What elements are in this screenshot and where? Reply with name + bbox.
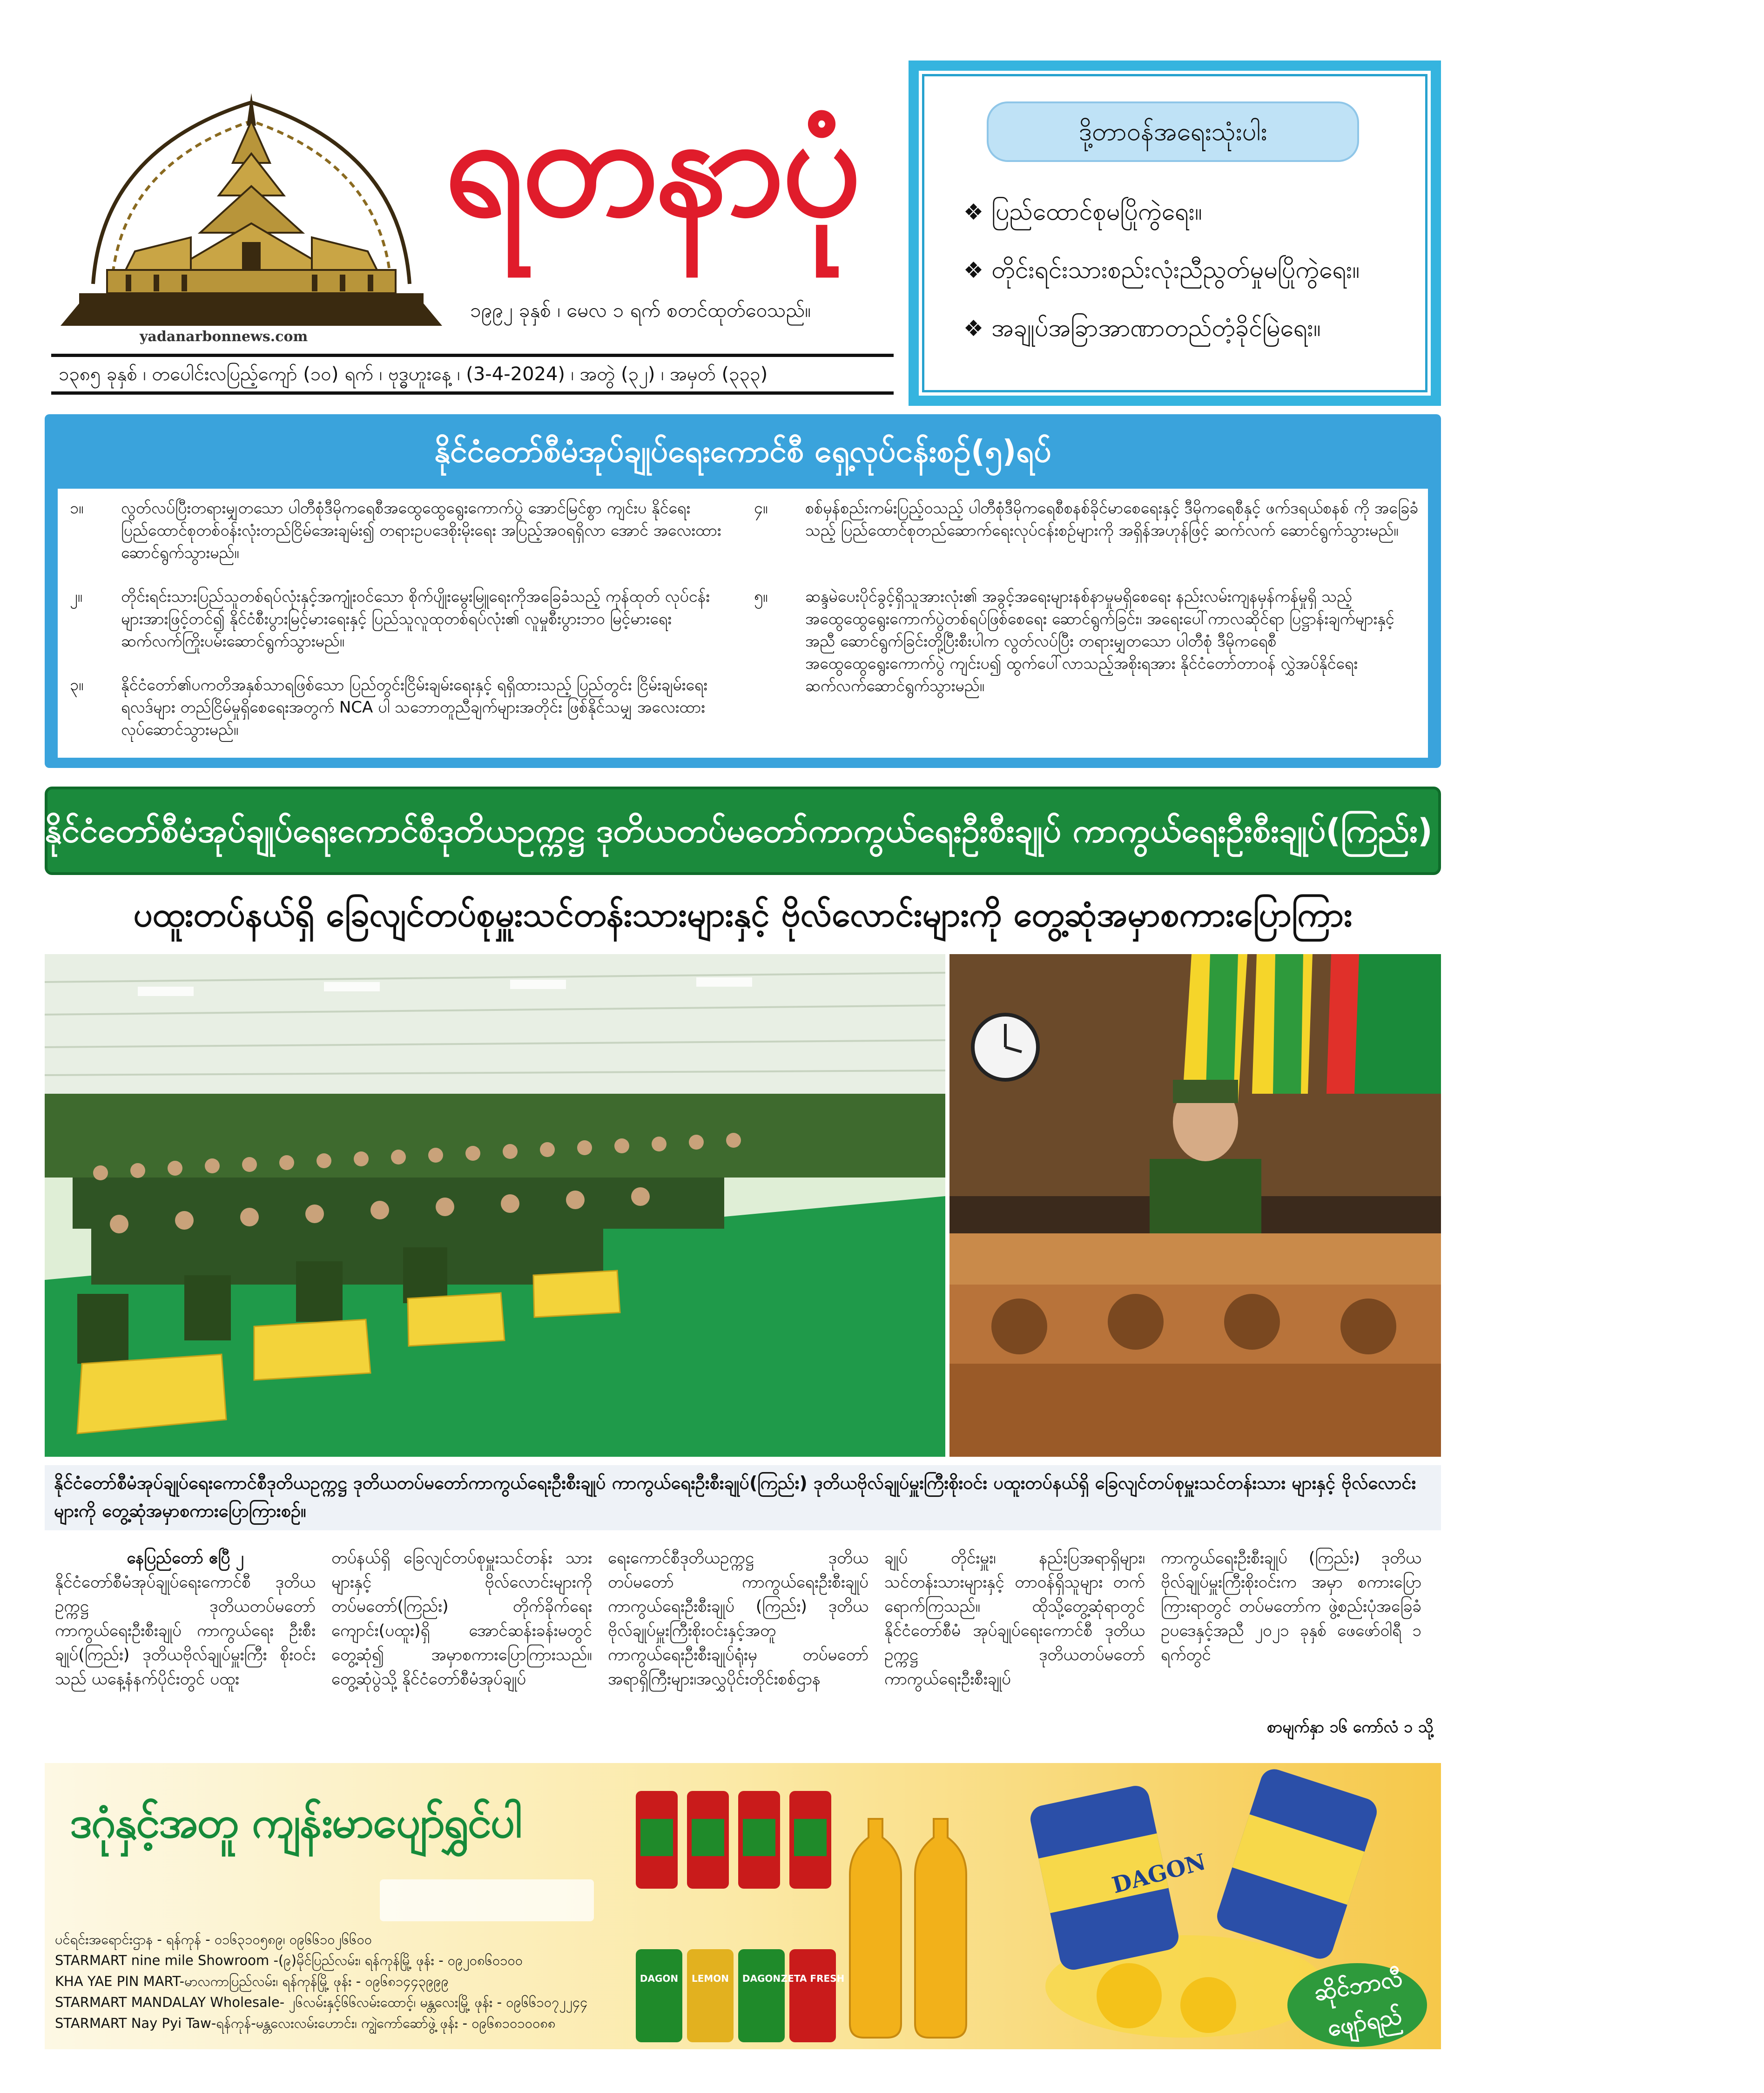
diamond-bullet-icon: ❖ [963, 199, 984, 225]
speaker-podium-photo [949, 954, 1441, 1457]
ad-contact-line: STARMART MANDALAY Wholesale- ၂၆လမ်းနှင့်၆၆လမ်းထောင့်၊ မန္တလေးမြို့ ဖုန်း - ၀၉၆၆၁၀၇၂၂၄၄ [55, 1994, 588, 2010]
founded-line: ၁၉၉၂ ခုနှစ် ၊ မေလ ၁ ရက် စတင်ထုတ်ဝေသည်။ [470, 299, 811, 322]
notice-item [754, 586, 1420, 748]
ad-contact-line: STARMART nine mile Showroom -(၉)မိုင်ပြည်လမ်း၊ ရန်ကုန်မြို့ ဖုန်း - ၀၉၂၀၈၆၀၁၀၀ [55, 1952, 523, 1968]
ad-can-label: LEMON [691, 1973, 729, 1984]
dateline: ၁၃၈၅ ခုနှစ် ၊ တပေါင်းလပြည့်ကျော် (၁၀) ရက် ၊ ဗုဒ္ဓဟူးနေ့ ၊ (3-4-2024) ၊ အတွဲ (၃၂) ၊ အမှတ် (၃၃၃) [51, 354, 894, 395]
notice-item-number: ၄။ [754, 499, 768, 518]
assembly-hall-photo [45, 954, 945, 1457]
ad-brand: DAGON [1109, 1849, 1209, 1899]
notice-item-text: တိုင်းရင်းသားပြည်သူတစ်ရပ်လုံးနှင့်အကျုံးဝင်သော စိုက်ပျိုးမွေးမြူရေးကိုအခြေခံသည့် ကုန်ထုတ် လုပ်ငန်းများအားဖြင့်တင်၍ နိုင်ငံစီးပွားမြင့်မားရေးနှင့် ပြည်သူလူထုတစ်ရပ်လုံး၏ လူမှုစီးပွားဘဝ မြင့်မားရေး ဆက်လက်ကြိုးပမ်းဆောင်ရွက်သွားမည်။ [121, 587, 710, 651]
notice-item-text: လွတ်လပ်ပြီးတရားမျှတသော ပါတီစုံဒီမိုကရေစီအထွေထွေရွေးကောက်ပွဲ အောင်မြင်စွာ ကျင်းပ နိုင်ရေး ပြည်ထောင်စုတစ်ဝန်းလုံးတည်ငြိမ်အေးချမ်း၍ တရားဥပဒေစိုးမိုးရေး အပြည့်အဝရရှိလာ အောင် အလေးထားဆောင်ရွက်သွားမည်။ [121, 499, 721, 562]
slogan-text: ပြည်ထောင်စုမပြိုကွဲရေး။ [991, 198, 1202, 226]
article-column [608, 1546, 869, 1742]
notice-item [70, 497, 731, 567]
notice-item-number: ၅။ [754, 587, 768, 606]
site-url: yadanarbonnews.com [140, 329, 308, 345]
ad-can-label: DAGON [640, 1973, 679, 1984]
notice-item-number: ၃။ [70, 676, 84, 694]
ad-badge: ဆိုင်ဘာလီ ဖျော်ရည် [1312, 1964, 1405, 2042]
notice-item-number: ၂။ [70, 587, 82, 606]
notice-title: နိုင်ငံတော်စီမံအုပ်ချုပ်ရေးကောင်စီ ရှေ့လုပ်ငန်းစဉ်(၅)ရပ် [434, 433, 1051, 469]
slogan-text: တိုင်းရင်းသားစည်းလုံးညီညွတ်မှုမပြိုကွဲရေး။ [991, 256, 1360, 284]
article-text: ကာကွယ်ရေးဦးစီးချုပ် (ကြည်း) ဒုတိယဗိုလ်ချုပ်မှူးကြီးစိုးဝင်းက အမှာ စကားပြောကြားရာတွင် တပ်မတော်က ဖွဲ့စည်းပုံအခြေခံဥပဒေနှင့်အညီ ၂၀၂၁ ခုနှစ် ဖေဖော်ဝါရီ ၁ ရက်တွင် [1161, 1549, 1421, 1664]
article-column [55, 1546, 316, 1742]
ad-contact-line: KHA YAE PIN MART-မာလကာပြည်လမ်း၊ ရန်ကုန်မြို့ ဖုန်း - ၀၉၆၈၁၄၄၃၉၉၉ [55, 1973, 449, 1989]
slogan-item [963, 242, 1420, 298]
article-text: ချုပ် တိုင်းမှူး၊ နည်းပြအရာရှိများ၊ သင်တန်းသားများနှင့် တာဝန်ရှိသူများ တက်ရောက်ကြသည်။ ထိုသို့တွေ့ဆုံရာတွင် နိုင်ငံတော်စီမံ အုပ်ချုပ်ရေးကောင်စီ ဒုတိယဥက္ကဋ္ဌ ဒုတိယတပ်မတော်ကာကွယ်ရေးဦးစီးချုပ် [884, 1549, 1145, 1689]
sub-headline: ပထူးတပ်နယ်ရှိ ခြေလျင်တပ်စုမှူးသင်တန်းသားများနှင့် ဗိုလ်လောင်းများကို တွေ့ဆုံအမှာစကားပြောကြား [133, 895, 1353, 934]
photo-caption: နိုင်ငံတော်စီမံအုပ်ချုပ်ရေးကောင်စီဒုတိယဥက္ကဋ္ဌ ဒုတိယတပ်မတော်ကာကွယ်ရေးဦးစီးချုပ် ကာကွယ်ရေးဦးစီးချုပ်(ကြည်း) ဒုတိယဗိုလ်ချုပ်မှူးကြီးစိုးဝင်း ပထူးတပ်နယ်ရှိ ခြေလျင်တပ်စုမှူးသင်တန်းသား များနှင့် ဗိုလ်လောင်းများကို တွေ့ဆုံအမှာစကားပြောကြားစဉ်။ [45, 1465, 1441, 1530]
article-byline: နေပြည်တော် ဧပြီ ၂ [127, 1549, 244, 1568]
continued-note: စာမျက်နှာ ၁၆ ကော်လံ ၁ သို့ [1267, 1718, 1434, 1736]
article-text: တပ်နယ်ရှိ ခြေလျင်တပ်စုမှူးသင်တန်း သားများနှင့် ဗိုလ်လောင်းများကို တပ်မတော်(ကြည်း) တိုက်ခိုက်ရေး ကျောင်း(ပထူး)ရှိ အောင်ဆန်းခန်းမတွင် တွေ့ဆုံ၍ အမှာစကားပြောကြားသည်။ တွေ့ဆုံပွဲသို့ နိုင်ငံတော်စီမံအုပ်ချုပ် [331, 1549, 592, 1689]
article-text: ရေးကောင်စီဒုတိယဥက္ကဋ္ဌ ဒုတိယ တပ်မတော် ကာကွယ်ရေးဦးစီးချုပ် ကာကွယ်ရေးဦးစီးချုပ် (ကြည်း) ဒုတိယဗိုလ်ချုပ်မှူးကြီးစိုးဝင်းနှင့်အတူ ကာကွယ်ရေးဦးစီးချုပ်ရုံးမှ တပ်မတော် အရာရှိကြီးများ၊အလွှပိုင်းတိုင်းစစ်ဌာန [608, 1549, 869, 1689]
palace-emblem [51, 84, 451, 335]
article-column [331, 1546, 592, 1742]
ad-contact-line: ပင်ရင်းအရောင်းဌာန - ရန်ကုန် - ၀၁၆၃၁၀၅၈၉၊ ၀၉၆၆၁၀၂၆၆၀၀ [55, 1931, 372, 1947]
article-column [1161, 1546, 1421, 1714]
notice-item-text: စစ်မှန်စည်းကမ်းပြည့်ဝသည့် ပါတီစုံဒီမိုကရေစီစနစ်ခိုင်မာစေရေးနှင့် ဒီမိုကရေစီနှင့် ဖက်ဒရယ်စနစ် ကို အခြေခံသည့် ပြည်ထောင်စုတည်ဆောက်ရေးလုပ်ငန်းစဉ်များကို အရှိန်အဟုန်ဖြင့် ဆက်လက် ဆောင်ရွက်သွားမည်။ [805, 499, 1419, 540]
ad-can-label: DAGON [742, 1973, 781, 1984]
notice-item [70, 674, 731, 744]
diamond-bullet-icon: ❖ [963, 316, 984, 342]
notice-item [70, 586, 731, 655]
notice-item [754, 497, 1420, 567]
slogan-item [963, 300, 1420, 356]
slogan-text: အချုပ်အခြာအာဏာတည်တံ့ခိုင်မြဲရေး။ [991, 314, 1321, 342]
slogan-item [963, 184, 1420, 240]
ad-contact-line: STARMART Nay Pyi Taw-ရန်ကုန်-မန္တလေးလမ်းဟောင်း၊ ကျွဲကော်ဆော်ဖွဲ့ ဖုန်း - ၀၉၆၈၁၀၁၀၀၈၈ [55, 2015, 556, 2031]
slogan-title: ဒို့တာဝန်အရေးသုံးပါး [987, 101, 1359, 162]
diamond-bullet-icon: ❖ [963, 257, 984, 283]
newspaper-title: ရတနာပုံ [444, 83, 859, 247]
article-column [884, 1546, 1145, 1742]
notice-item-text: ဆန္ဒမဲပေးပိုင်ခွင့်ရှိသူအားလုံး၏ အခွင့်အရေးများနစ်နာမှုမရှိစေရေး နည်းလမ်းကျနမှန်ကန်မှုရှိ သည့် အထွေထွေရွေးကောက်ပွဲတစ်ရပ်ဖြစ်စေရေး ဆောင်ရွက်ခြင်း၊ အရေးပေါ်ကာလဆိုင်ရာ ပြဋ္ဌာန်းချက်များနှင့်အညီ ဆောင်ရွက်ခြင်းတို့ပြီးစီးပါက လွတ်လပ်ပြီး တရားမျှတသော ပါတီစုံ ဒီမိုကရေစီ အထွေထွေရွေးကောက်ပွဲ ကျင်းပ၍ ထွက်ပေါ်လာသည့်အစိုးရအား နိုင်ငံတော်တာဝန် လွှဲအပ်နိုင်ရေး ဆက်လက်ဆောင်ရွက်သွားမည်။ [805, 587, 1394, 695]
article-text: နိုင်ငံတော်စီမံအုပ်ချုပ်ရေးကောင်စီ ဒုတိယဥက္ကဋ္ဌ ဒုတိယတပ်မတော် ကာကွယ်ရေးဦးစီးချုပ် ကာကွယ်ရေး ဦးစီးချုပ်(ကြည်း) ဒုတိယဗိုလ်ချုပ်မှူးကြီး စိုးဝင်းသည် ယနေ့နံနက်ပိုင်းတွင် ပထူး [55, 1573, 316, 1689]
headline: နိုင်ငံတော်စီမံအုပ်ချုပ်ရေးကောင်စီဒုတိယဥက္ကဋ္ဌ ဒုတိယတပ်မတော်ကာကွယ်ရေးဦးစီးချုပ် ကာကွယ်ရေးဦးစီးချုပ်(ကြည်း) ဒုတိယဗိုလ်ချုပ်မှူးကြီးစိုးဝင်း [45, 812, 1764, 850]
notice-item-text: နိုင်ငံတော်၏ပကတိအနှစ်သာရဖြစ်သော ပြည်တွင်းငြိမ်းချမ်းရေးနှင့် ရရှိထားသည့် ပြည်တွင်း ငြိမ်းချမ်းရေးရလဒ်များ တည်ငြိမ်မှုရှိစေရေးအတွက် NCA ပါ သဘောတူညီချက်များအတိုင်း ဖြစ်နိုင်သမျှ အလေးထားလုပ်ဆောင်သွားမည်။ [121, 676, 708, 739]
ad-can-label: ZETA FRESH [781, 1973, 845, 1984]
ad-slogan: ဒဂုံနှင့်အတူ ကျန်းမာပျော်ရွှင်ပါ [70, 1797, 522, 1847]
notice-item-number: ၁။ [70, 499, 84, 518]
